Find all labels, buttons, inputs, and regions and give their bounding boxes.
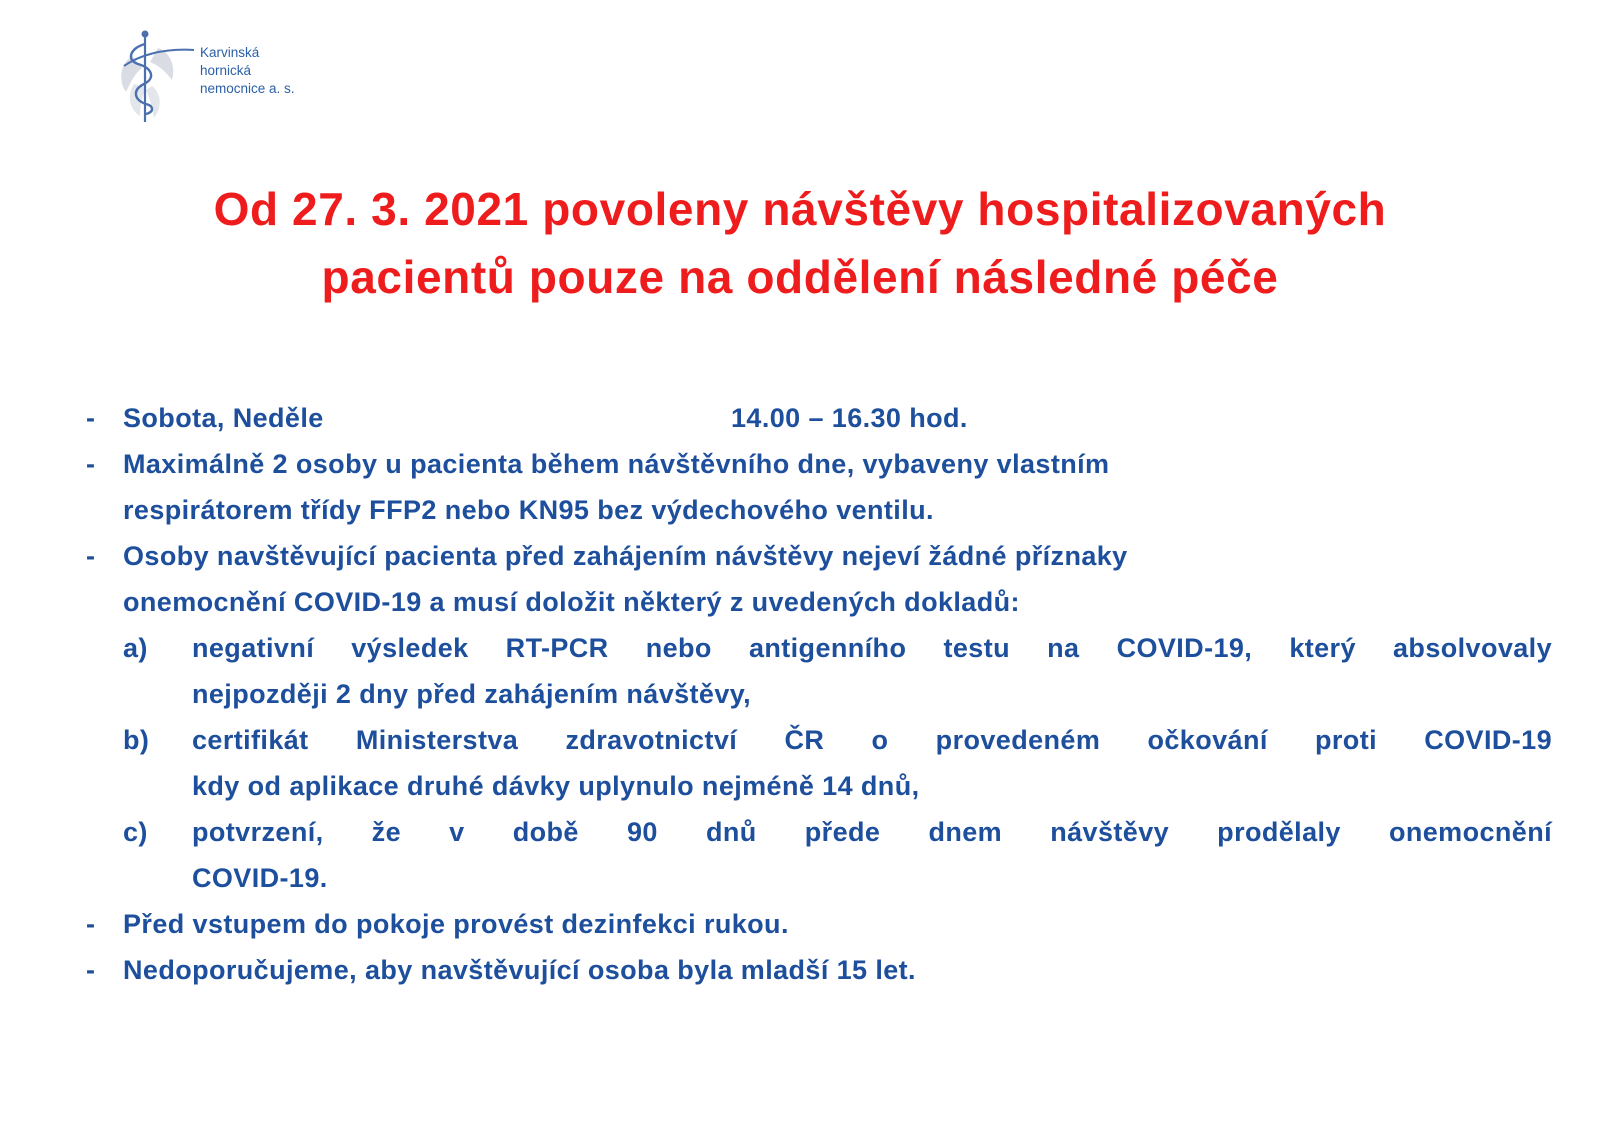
sub-item-continuation xyxy=(0,671,1600,717)
logo-line: hornická xyxy=(200,63,252,78)
list-bullet: - xyxy=(86,955,96,985)
caduceus-icon xyxy=(112,26,202,126)
logo-wordmark xyxy=(200,44,295,98)
visiting-days: Sobota, Neděle xyxy=(123,403,324,433)
sub-item-text: kdy od aplikace druhé dávky uplynulo nejméně 14 dnů, xyxy=(192,771,920,801)
sub-item-text: certifikát Ministerstva zdravotnictví ČR o provedeném očkování proti COVID-19 xyxy=(192,725,1552,755)
sub-item-marker: c) xyxy=(123,817,148,847)
sub-item-b xyxy=(0,717,1600,763)
sub-item-text: COVID-19. xyxy=(192,863,328,893)
logo-line: Karvinská xyxy=(200,45,260,60)
list-item-days xyxy=(0,395,1600,441)
sub-item-text: nejpozději 2 dny před zahájením návštěvy, xyxy=(192,679,752,709)
sub-item-continuation xyxy=(0,763,1600,809)
sub-item-text: negativní výsledek RT-PCR nebo antigenního testu na COVID-19, který absolvovaly xyxy=(192,633,1552,663)
list-bullet: - xyxy=(86,403,96,433)
list-bullet: - xyxy=(86,909,96,939)
list-item-max-persons xyxy=(0,441,1600,487)
list-item-age xyxy=(0,947,1600,993)
sub-item-a xyxy=(0,625,1600,671)
page-title-line: pacientů pouze na oddělení následné péče xyxy=(321,251,1279,303)
list-item-disinfection xyxy=(0,901,1600,947)
sub-item-text: potvrzení, že v době 90 dnů přede dnem návštěvy prodělaly onemocnění xyxy=(192,817,1552,847)
sub-item-marker: a) xyxy=(123,633,148,663)
list-item-text: Maximálně 2 osoby u pacienta během návštěvního dne, vybaveny vlastním xyxy=(123,449,1110,479)
visiting-hours: 14.00 – 16.30 hod. xyxy=(731,403,968,433)
hospital-logo xyxy=(112,26,312,126)
sub-item-c xyxy=(0,809,1600,855)
list-bullet: - xyxy=(86,541,96,571)
list-item-text: respirátorem třídy FFP2 nebo KN95 bez výdechového ventilu. xyxy=(123,495,934,525)
sub-item-marker: b) xyxy=(123,725,150,755)
visiting-rules-list xyxy=(0,395,1600,993)
sub-item-continuation xyxy=(0,855,1600,901)
list-bullet: - xyxy=(86,449,96,479)
page-title-line: Od 27. 3. 2021 povoleny návštěvy hospitalizovaných xyxy=(213,183,1387,235)
logo-line: nemocnice a. s. xyxy=(200,81,295,96)
list-item-text: onemocnění COVID-19 a musí doložit některý z uvedených dokladů: xyxy=(123,587,1020,617)
list-item-text: Nedoporučujeme, aby navštěvující osoba byla mladší 15 let. xyxy=(123,955,916,985)
page-title xyxy=(0,175,1600,311)
list-item-text: Před vstupem do pokoje provést dezinfekci rukou. xyxy=(123,909,789,939)
list-item-text: Osoby navštěvující pacienta před zahájením návštěvy nejeví žádné příznaky xyxy=(123,541,1128,571)
list-item-continuation xyxy=(0,487,1600,533)
list-item-continuation xyxy=(0,579,1600,625)
list-item-conditions xyxy=(0,533,1600,579)
